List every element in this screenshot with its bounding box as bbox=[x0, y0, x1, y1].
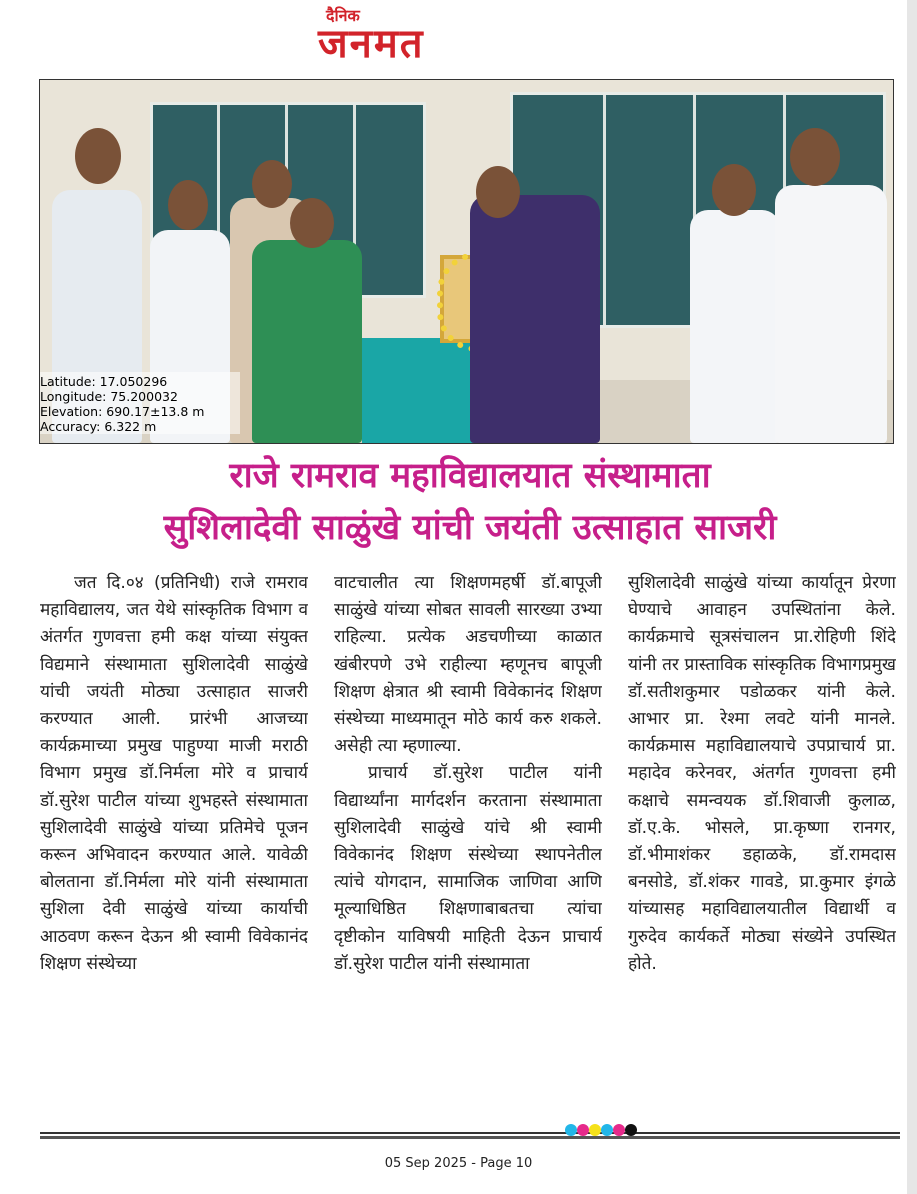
page-footer: 05 Sep 2025 - Page 10 bbox=[384, 1156, 533, 1171]
gps-latitude: Latitude: 17.050296 bbox=[40, 374, 168, 389]
photo-person bbox=[690, 210, 780, 443]
gps-accuracy: Accuracy: 6.322 m bbox=[40, 419, 157, 434]
page-edge bbox=[907, 0, 917, 1194]
bottom-rule-thick bbox=[40, 1136, 900, 1139]
column-2-paragraph-1: वाटचालीत त्या शिक्षणमहर्षी डॉ.बापूजी साळुंखे यांच्या सोबत सावली सारख्या उभ्या राहिल्या. प्रत्येक अडचणीच्या काळात खंबीरपणे उभे राहील्या म्हणूनच बापूजी शिक्षण क्षेत्रात श्री स्वामी विवेकानंद शिक्षण संस्थेच्या माध्यमातून मोठे कार्य करु शकले. असेही त्या म्हणाल्या. bbox=[334, 573, 602, 757]
column-3-text: सुशिलादेवी साळुंखे यांच्या कार्यातून प्रेरणा घेण्याचे आवाहन उपस्थितांना केले. कार्यक्रमाचे सूत्रसंचालन प्रा.रोहिणी शिंदे यांनी तर प्रास्ताविक सांस्कृतिक विभागप्रमुख डॉ.सतीशकुमार पडोळकर यांनी केले. आभार प्रा. रेश्मा लवटे यांनी मानले. कार्यक्रमास महाविद्यालयाचे उपप्राचार्य प्रा. महादेव करेनवर, अंतर्गत गुणवत्ता हमी कक्षाचे समन्वयक डॉ.शिवाजी कुलाळ, डॉ.ए.के. भोसले, प्रा.कृष्णा रानगर, डॉ.भीमाशंकर डहाळके, डॉ.रामदास बनसोडे, डॉ.शंकर गावडे, प्रा.कुमार इंगळे यांच्यासह महाविद्यालयातील विद्यार्थी व गुरुदेव कार्यकर्ते मोठ्या संख्येने उपस्थित होते. bbox=[628, 573, 896, 974]
photo-person bbox=[470, 195, 600, 443]
headline-line-1: राजे रामराव महाविद्यालयात संस्थामाता bbox=[229, 456, 711, 496]
article-column-2 bbox=[334, 570, 602, 1130]
photo-gps-overlay bbox=[40, 372, 240, 434]
color-registration-dots bbox=[565, 1124, 641, 1142]
masthead-daily-label: दैनिक bbox=[326, 6, 360, 25]
photo-person-head bbox=[75, 128, 121, 184]
headline-line-2: सुशिलादेवी साळुंखे यांची जयंती उत्साहात साजरी bbox=[163, 508, 777, 548]
gps-elevation: Elevation: 690.17±13.8 m bbox=[40, 404, 205, 419]
column-2-paragraph-2: प्राचार्य डॉ.सुरेश पाटील यांनी विद्यार्थ्यांना मार्गदर्शन करताना संस्थामाता सुशिलादेवी साळुंखे यांचे श्री स्वामी विवेकानंद शिक्षण संस्थेच्या स्थापनेतील त्यांचे योगदान, सामाजिक जाणिवा आणि मूल्याधिष्ठित शिक्षणाबाबतचा त्यांचा दृष्टीकोन याविषयी माहिती देऊन प्राचार्य डॉ.सुरेश पाटील यांनी संस्थामाता bbox=[334, 763, 602, 974]
photo-person-head bbox=[290, 198, 334, 248]
photo-person bbox=[775, 185, 887, 443]
article-column-3 bbox=[628, 570, 896, 1130]
photo-person-head bbox=[790, 128, 840, 186]
newspaper-masthead bbox=[318, 4, 558, 70]
photo-person bbox=[252, 240, 362, 443]
article-column-1 bbox=[40, 570, 308, 1130]
photo-person-head bbox=[252, 160, 292, 208]
news-photo bbox=[39, 79, 894, 444]
masthead-title: जनमत bbox=[318, 21, 425, 67]
gps-longitude: Longitude: 75.200032 bbox=[40, 389, 178, 404]
photo-person-head bbox=[712, 164, 756, 216]
photo-person-head bbox=[476, 166, 520, 218]
bottom-rule bbox=[40, 1132, 900, 1134]
column-1-text: जत दि.०४ (प्रतिनिधी) राजे रामराव महाविद्यालय, जत येथे सांस्कृतिक विभाग व अंतर्गत गुणवत्ता हमी कक्ष यांच्या संयुक्त विद्यमाने संस्थामाता सुशिलादेवी साळुंखे यांची जयंती मोठ्या उत्साहात साजरी करण्यात आली. प्रारंभी आजच्या कार्यक्रमाच्या प्रमुख पाहुण्या माजी मराठी विभाग प्रमुख डॉ.निर्मला मोरे व प्राचार्य डॉ.सुरेश पाटील यांच्या शुभहस्ते संस्थामाता सुशिलादेवी साळुंखे यांच्या प्रतिमेचे पूजन करून अभिवादन करण्यात आले. यावेळी बोलताना डॉ.निर्मला मोरे यांनी संस्थामाता सुशिला देवी साळुंखे यांच्या कार्याची आठवण करून देऊन श्री स्वामी विवेकानंद शिक्षण संस्थेच्या bbox=[40, 573, 308, 974]
article-headline bbox=[40, 450, 900, 554]
photo-person-head bbox=[168, 180, 208, 230]
